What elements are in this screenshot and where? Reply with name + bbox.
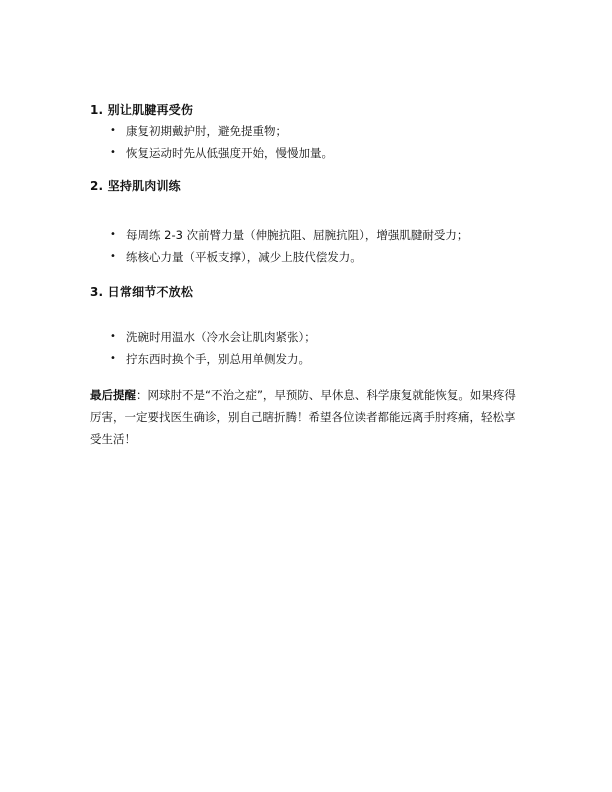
section-title: 1. 别让肌腱再受伤 (90, 103, 194, 117)
list-item-text: 康复初期戴护肘，避免提重物； (126, 124, 287, 138)
final-reminder-paragraph (90, 384, 522, 450)
reminder-text: 网球肘不是“不治之症”，早预防、早休息、科学康复就能恢复。如果疼得厉害，一定要找医生确诊，别自己瞎折腾！希望各位读者都能远离手肘疼痛，轻松享受生活！ (90, 388, 516, 446)
list-item (110, 142, 530, 164)
list-item (110, 224, 530, 246)
section-title: 2. 坚持肌肉训练 (90, 179, 181, 193)
list-item-text: 恢复运动时先从低强度开始，慢慢加量。 (126, 146, 333, 160)
section-title: 3. 日常细节不放松 (90, 285, 194, 299)
bullet-icon: • (110, 125, 116, 136)
list-item-text: 洗碗时用温水（冷水会让肌肉紧张）； (126, 330, 316, 344)
bullet-icon: • (110, 229, 116, 240)
section-3 (90, 284, 530, 366)
list-item-text: 练核心力量（平板支撑），减少上肢代偿发力。 (126, 250, 362, 264)
list-item (110, 120, 530, 142)
section-1 (90, 102, 530, 160)
list-item-text: 拧东西时换个手，别总用单侧发力。 (126, 352, 310, 366)
bullet-list (110, 326, 530, 370)
section-2 (90, 178, 530, 264)
bullet-icon: • (110, 147, 116, 158)
reminder-label: 最后提醒 (90, 388, 136, 402)
list-item (110, 348, 530, 370)
list-item (110, 326, 530, 348)
bullet-list (110, 224, 530, 268)
list-item (110, 246, 530, 268)
reminder-colon: ： (136, 388, 148, 402)
bullet-icon: • (110, 353, 116, 364)
bullet-icon: • (110, 331, 116, 342)
bullet-icon: • (110, 251, 116, 262)
bullet-list (110, 120, 530, 164)
list-item-text: 每周练 2-3 次前臂力量（伸腕抗阻、屈腕抗阻），增强肌腱耐受力； (126, 228, 469, 242)
